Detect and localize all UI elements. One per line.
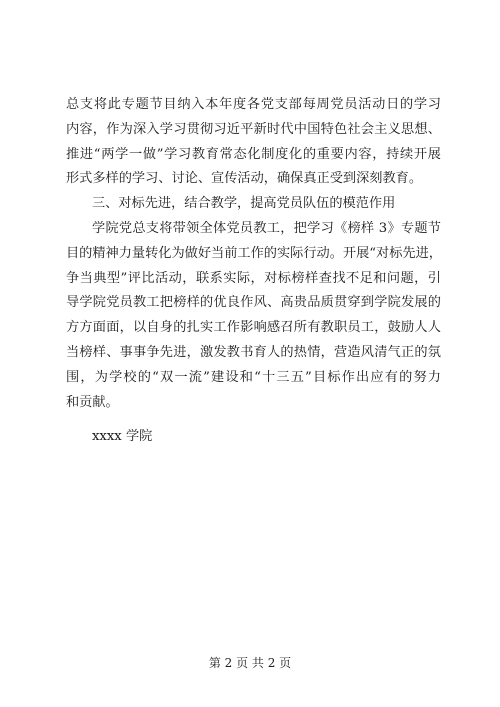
paragraph-2-line: 围，为学校的“双一流”建设和“十三五”目标作出应有的努力 — [66, 369, 441, 385]
paragraph-2-line: 学院党总支将带领全体党员教工，把学习《榜样 3》专题节 — [92, 220, 441, 236]
paragraph-2-line: 争当典型”评比活动，联系实际，对标榜样查找不足和问题，引 — [66, 270, 441, 286]
paragraph-2-line: 方方面面，以自身的扎实工作影响感召所有教职员工，鼓励人人 — [66, 320, 441, 336]
signature: xxxx 学院 — [92, 429, 153, 445]
page-footer: 第 2 页 共 2 页 — [208, 656, 292, 670]
paragraph-1-line: 总支将此专题节目纳入本年度各党支部每周党员活动日的学习 — [66, 97, 441, 112]
paragraph-2-line: 目的精神力量转化为做好当前工作的实际行动。开展“对标先进， — [66, 245, 442, 261]
paragraph-2-line: 和贡献。 — [66, 394, 119, 410]
paragraph-2-line: 导学院党员教工把榜样的优良作风、高贵品质贯穿到学院发展的 — [66, 295, 441, 311]
paragraph-1-line: 内容，作为深入学习贯彻习近平新时代中国特色社会主义思想、 — [66, 121, 441, 137]
paragraph-1-line: 形式多样的学习、讨论、宣传活动，确保真正受到深刻教育。 — [66, 171, 423, 187]
paragraph-2-line: 当榜样、事事争先进，激发教书育人的热情，营造风清气正的氛 — [66, 344, 441, 360]
section-heading-3: 三、对标先进，结合教学，提高党员队伍的模范作用 — [92, 196, 396, 212]
paragraph-1-line: 推进“两学一做”学习教育常态化制度化的重要内容，持续开展 — [66, 146, 441, 162]
spacer — [66, 415, 441, 425]
document-body — [66, 93, 441, 450]
